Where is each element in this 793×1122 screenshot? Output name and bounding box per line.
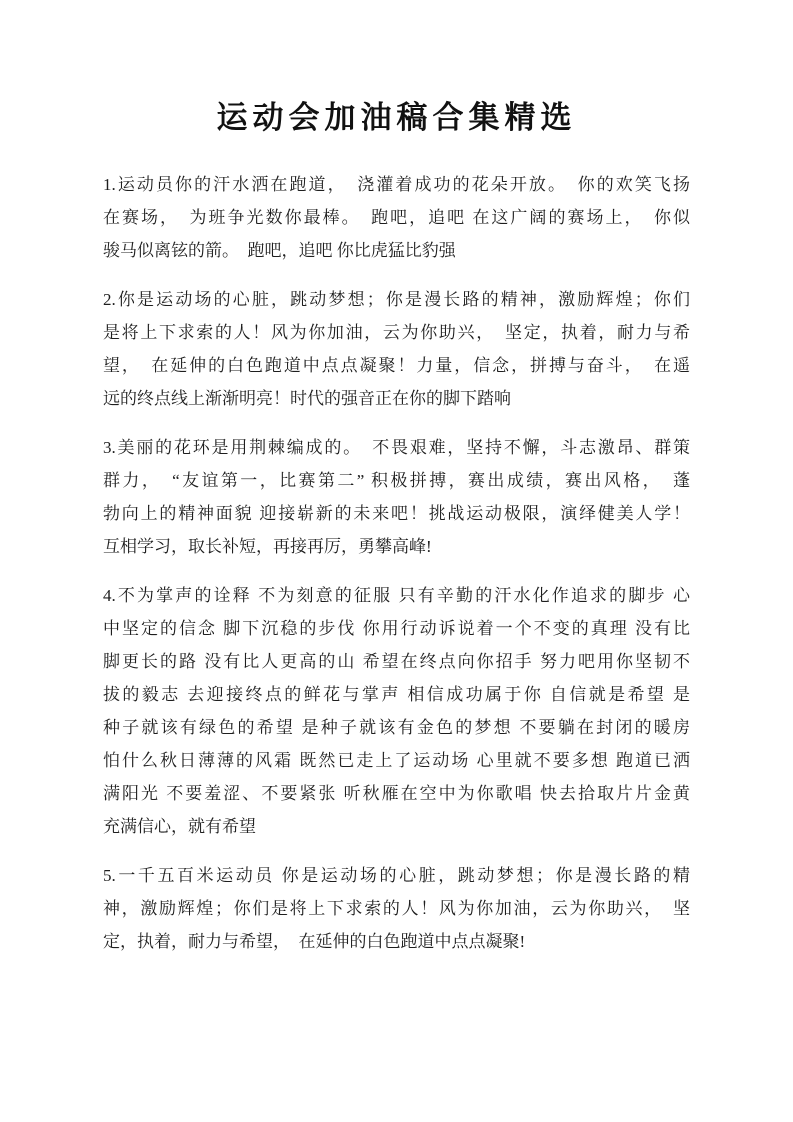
paragraph-line: 拔的毅志 去迎接终点的鲜花与掌声 相信成功属于你 自信就是希望 是 (103, 685, 690, 704)
paragraph-line: 种子就该有绿色的希望 是种子就该有金色的梦想 不要躺在封闭的暖房 (103, 718, 690, 737)
paragraph-line: 中坚定的信念 脚下沉稳的步伐 你用行动诉说着一个不变的真理 没有比 (103, 619, 690, 638)
paragraph-line: 定，执着，耐力与希望， 在延伸的白色跑道中点点凝聚! (103, 932, 526, 951)
paragraph-line: 勃向上的精神面貌 迎接崭新的未来吧！挑战运动极限，演绎健美人学！ (103, 504, 690, 523)
paragraph-line: 骏马似离铉的箭。 跑吧，追吧 你比虎猛比豹强 (103, 241, 456, 260)
paragraph-line: 满阳光 不要羞涩、不要紧张 听秋雁在空中为你歌唱 快去拾取片片金黄 (103, 784, 690, 803)
paragraph-line: 远的终点线上渐渐明亮！时代的强音正在你的脚下踏响 (103, 389, 511, 408)
paragraph-line: 脚更长的路 没有比人更高的山 希望在终点向你招手 努力吧用你坚韧不 (103, 652, 690, 671)
paragraph-line: 4.不为掌声的诠释 不为刻意的征服 只有辛勤的汗水化作追求的脚步 心 (103, 586, 690, 605)
paragraph-line: 2.你是运动场的心脏，跳动梦想；你是漫长路的精神，激励辉煌；你们 (103, 290, 690, 309)
paragraph (103, 431, 690, 563)
paragraph-line: 5.一千五百米运动员 你是运动场的心脏，跳动梦想；你是漫长路的精 (103, 866, 690, 885)
paragraph-line: 充满信心，就有希望 (103, 817, 256, 836)
paragraph-line: 群力， “友谊第一，比赛第二” 积极拼搏，赛出成绩，赛出风格， 蓬 (103, 471, 690, 490)
paragraph (103, 283, 690, 415)
document-title: 运动会加油稿合集精选 (216, 100, 577, 135)
paragraph (103, 859, 690, 958)
paragraph-line: 3.美丽的花环是用荆棘编成的。 不畏艰难，坚持不懈，斗志激昂、群策 (103, 438, 690, 457)
paragraph-line: 在赛场， 为班争光数你最棒。 跑吧，追吧 在这广阔的赛场上， 你似 (103, 208, 690, 227)
paragraph (103, 168, 690, 267)
paragraph-line: 是将上下求索的人！风为你加油，云为你助兴， 坚定，执着，耐力与希 (103, 323, 690, 342)
paragraph-line: 神，激励辉煌；你们是将上下求索的人！风为你加油，云为你助兴， 坚 (103, 899, 690, 918)
paragraph-line: 望， 在延伸的白色跑道中点点凝聚！力量，信念，拼搏与奋斗， 在遥 (103, 356, 690, 375)
paragraph-line: 1.运动员你的汗水洒在跑道， 浇灌着成功的花朵开放。 你的欢笑飞扬 (103, 175, 690, 194)
paragraph-line: 互相学习，取长补短，再接再厉，勇攀高峰! (103, 537, 432, 556)
document-body (0, 139, 793, 958)
paragraph (103, 579, 690, 843)
paragraph-line: 怕什么秋日薄薄的风霜 既然已走上了运动场 心里就不要多想 跑道已洒 (103, 751, 690, 770)
